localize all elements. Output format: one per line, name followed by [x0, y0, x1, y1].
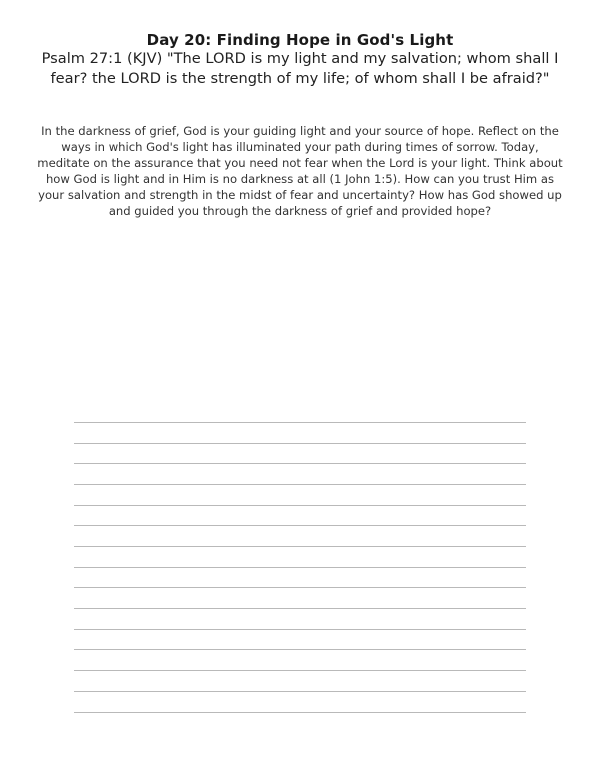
writing-lines[interactable] — [74, 0, 526, 776]
writing-line[interactable] — [74, 691, 526, 692]
writing-line[interactable] — [74, 546, 526, 547]
writing-line[interactable] — [74, 422, 526, 423]
writing-line[interactable] — [74, 505, 526, 506]
writing-line[interactable] — [74, 484, 526, 485]
writing-line[interactable] — [74, 649, 526, 650]
writing-line[interactable] — [74, 567, 526, 568]
writing-line[interactable] — [74, 443, 526, 444]
writing-line[interactable] — [74, 463, 526, 464]
page-title: Day 20: Finding Hope in God's Light — [146, 31, 454, 49]
writing-line[interactable] — [74, 670, 526, 671]
writing-line[interactable] — [74, 629, 526, 630]
writing-line[interactable] — [74, 525, 526, 526]
writing-line[interactable] — [74, 712, 526, 713]
writing-line[interactable] — [74, 587, 526, 588]
writing-line[interactable] — [74, 608, 526, 609]
scripture-verse: Psalm 27:1 (KJV) "The LORD is my light and my salvation; whom shall I fear? the LORD is the strength of my life; of whom shall I be afraid?" — [41, 50, 559, 87]
reflection-prompt: In the darkness of grief, God is your guiding light and your source of hope. Reflect on the ways in which God's light has illuminated your path during times of sorrow. Today, meditate on the assurance that you need not fear when the Lord is your light. Think about how God is light and in Him is no darkness at all (1 John 1:5). How can you trust Him as your salvation and strength in the midst of fear and uncertainty? How has God showed up and guided you through the darkness of grief and provided hope? — [37, 124, 563, 218]
